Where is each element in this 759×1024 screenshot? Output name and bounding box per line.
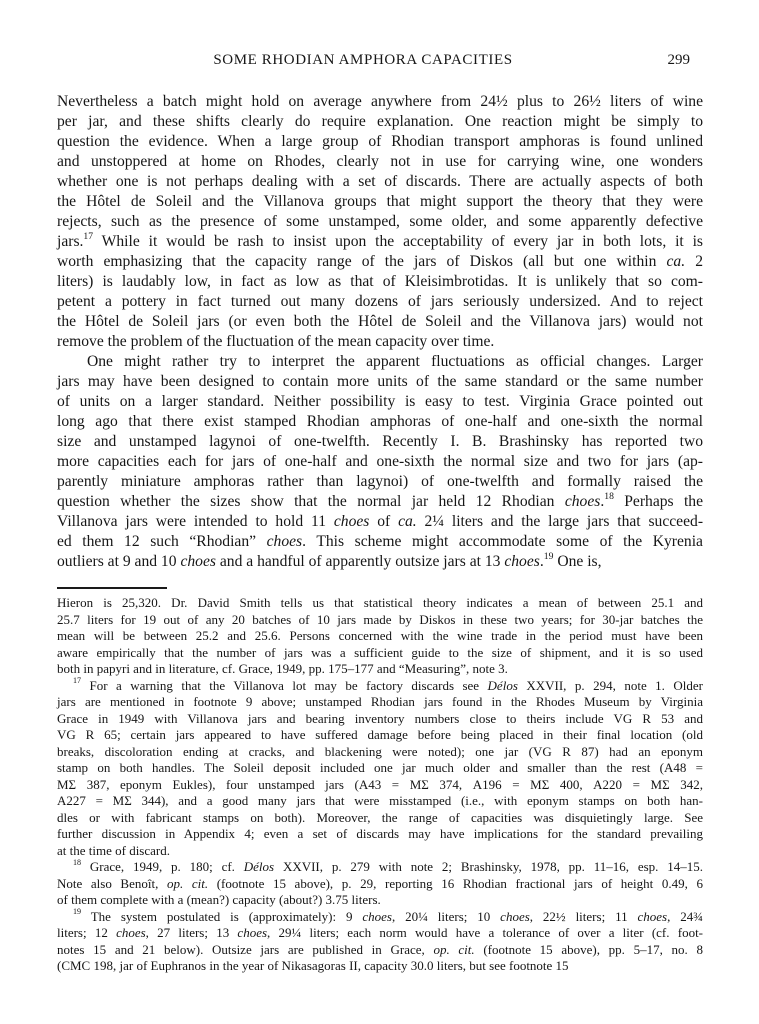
paragraph: [57, 92, 703, 352]
text-line: jars are mentioned in footnote 9 above; unstamped Rhodian jars found in the Rhodes Museum by Virginia: [57, 694, 703, 709]
text-line: petent a pottery in fact turned out many dozens of jars seriously undersized. And to reject: [57, 293, 703, 310]
text-line: One might rather try to interpret the apparent fluctuations as official changes. Larger: [87, 353, 703, 370]
text-line: question the evidence. When a large group of Rhodian transport amphoras is found unlined: [57, 133, 703, 150]
text-line: whether one is not perhaps dealing with a set of discards. There are actually aspects of both: [57, 173, 703, 190]
text-line: A227 = MΣ 344), and a good many jars that were misstamped (i.e., with eponym stamps on both han-: [57, 793, 703, 808]
text-line: Hieron is 25,320. Dr. David Smith tells us that statistical theory indicates a mean of between 25.1 and: [57, 595, 703, 610]
text-line: Note also Benoît, op. cit. (footnote 15 above), p. 29, reporting 16 Rhodian fractional jars of height 0.49, 6: [57, 875, 703, 891]
text-line: VG R 65; certain jars appeared to have suffered damage before being placed in their final location (old: [57, 727, 703, 742]
text-line: size and unstamped lagynoi of one-twelfth. Recently I. B. Brashinsky has reported two: [57, 433, 703, 450]
text-line: of them complete with a (mean?) capacity (about?) 3.75 liters.: [57, 892, 381, 907]
text-line: more capacities each for jars of one-half and one-sixth the normal size and two for jars (ap-: [57, 453, 703, 470]
text-line: Villanova jars were intended to hold 11 choes of ca. 2¼ liters and the large jars that succeed-: [57, 513, 704, 530]
page-number: 299: [667, 52, 690, 68]
text-line: jars may have been designed to contain more units of the same standard or the same number: [57, 373, 703, 390]
text-line: further discussion in Appendix 4; even a set of discards may have implications for the standard prevailing: [57, 826, 703, 841]
text-line: question whether the sizes show that the normal jar held 12 Rhodian choes.$^{18}$ Perhaps the: [57, 490, 703, 510]
paragraph: [57, 678, 703, 860]
text-line: 25.7 liters for 19 out of any 20 batches of 10 jars made by Diskos in these two years; for 30-jar batches the: [57, 611, 703, 627]
text-line: breaks, discoloration ending at cracks, and blackening were noted); one jar (VG R 87) had an eponym: [57, 743, 703, 759]
text-line: per jar, and these shifts clearly do require explanation. One reaction might be simply to: [57, 113, 703, 130]
text-line: and unstoppered at home on Rhodes, clearly not in use for carrying wine, one wonders: [57, 153, 703, 170]
text-line: aware empirically that the number of jars was a sufficient guide to the size of shipment, and it is so used: [57, 644, 703, 660]
text-line: $^{17}$ For a warning that the Villanova lot may be factory discards see Délos XXVII, p. 294, note 1. Older: [73, 676, 703, 693]
text-line: Nevertheless a batch might hold on average anywhere from 24½ plus to 26½ liters of wine: [57, 93, 703, 110]
footnotes: [57, 595, 703, 975]
paragraph: [57, 595, 703, 678]
text-line: the Hôtel de Soleil jars (or even both the Hôtel de Soleil and the Villanova jars) would not: [57, 313, 703, 330]
text-line: remove the problem of the fluctuation of the mean capacity over time.: [57, 333, 495, 350]
paragraph: [57, 909, 703, 975]
running-head-title: SOME RHODIAN AMPHORA CAPACITIES: [213, 52, 513, 68]
text-line: both in papyri and in literature, cf. Grace, 1949, pp. 175–177 and “Measuring”, note 3.: [57, 661, 508, 676]
text-line: rejects, such as the presence of some unstamped, some older, and some apparently defective: [57, 213, 703, 230]
text-line: notes 15 and 21 below). Outsize jars are published in Grace, op. cit. (footnote 15 above), pp. 5–17, no. 8: [57, 941, 703, 957]
text-line: mean will be between 25.2 and 25.6. Persons concerned with the wine trade in the period must have been: [57, 628, 703, 643]
text-line: (CMC 198, jar of Euphranos in the year of Nikasagoras II, capacity 30.0 liters, but see footnote 15: [57, 958, 569, 973]
text-line: worth emphasizing that the capacity range of the jars of Diskos (all but one within ca. 2: [57, 253, 703, 270]
paragraph: [57, 859, 703, 909]
text-line: Grace in 1949 with Villanova jars and bearing inventory numbers close to theirs include VG R 53 and: [57, 710, 703, 726]
text-line: at the time of discard.: [57, 842, 170, 858]
text-line: liters) is laudably low, in fact as low as that of Kleisimbrotidas. It is unlikely that so com-: [57, 273, 703, 290]
text-line: outliers at 9 and 10 choes and a handful of apparently outsize jars at 13 choes.$^{19}$ One is,: [57, 550, 602, 570]
paragraph: [57, 352, 703, 572]
footnote-separator: [57, 587, 167, 589]
text-line: $^{18}$ Grace, 1949, p. 180; cf. Délos XXVII, p. 279 with note 2; Brashinsky, 1978, pp. 11–16, esp. 14–15.: [73, 857, 703, 874]
body-text: [57, 92, 703, 572]
text-line: the Hôtel de Soleil and the Villanova groups that might support the theory that they were: [57, 193, 703, 210]
text-line: $^{19}$ The system postulated is (approximately): 9 choes, 20¼ liters; 10 choes, 22½ liters; 11 choes, 24¾: [73, 907, 704, 924]
text-line: jars.$^{17}$ While it would be rash to insist upon the acceptability of every jar in both lots, it is: [57, 230, 703, 250]
text-line: liters; 12 choes, 27 liters; 13 choes, 29¼ liters; each norm would have a tolerance of over a liter (cf. foot-: [57, 925, 704, 940]
text-line: stamp on both handles. The Soleil deposit included one jar much older and smaller than the rest (A48 =: [57, 760, 703, 775]
text-line: dles or with fabricant stamps on both). Moreover, the range of capacities was disquietingly large. See: [57, 809, 703, 825]
text-line: of units on a larger standard. Neither possibility is easy to test. Virginia Grace pointed out: [57, 393, 703, 410]
running-head: [57, 52, 703, 72]
text-line: parently miniature amphoras rather than lagynoi) of one-twelfth and formally raised the: [57, 473, 703, 490]
text-line: ed them 12 such “Rhodian” choes. This scheme might accommodate some of the Kyrenia: [57, 533, 703, 550]
text-line: long ago that there exist stamped Rhodian amphoras of one-half and one-sixth the normal: [57, 413, 703, 430]
text-line: MΣ 387, eponym Eukles), four unstamped jars (A43 = MΣ 374, A196 = MΣ 400, A220 = MΣ 342,: [57, 776, 703, 792]
